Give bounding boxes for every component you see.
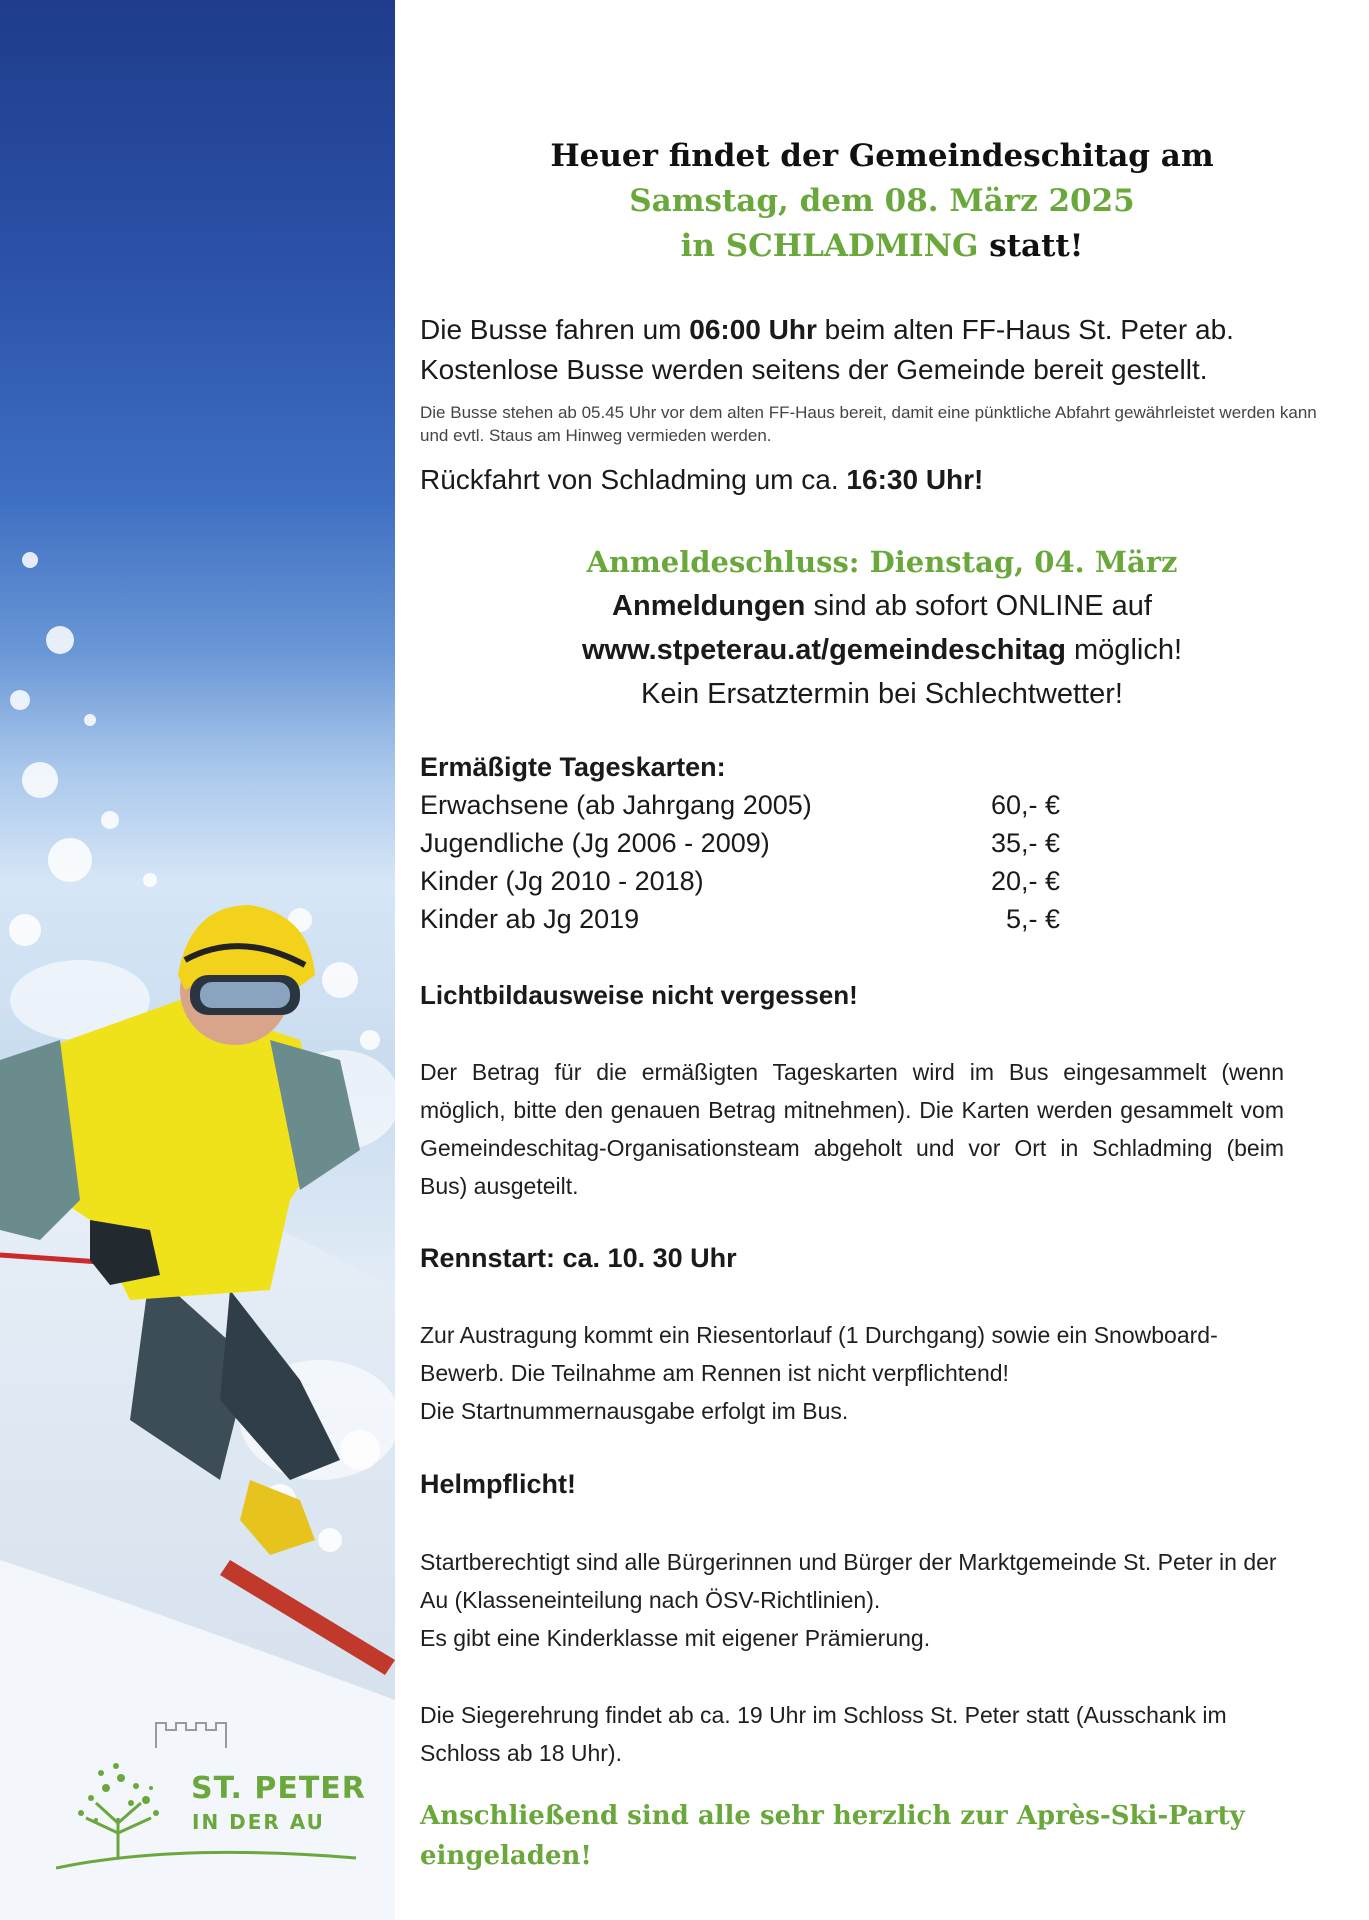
bus-departure bbox=[420, 310, 1340, 390]
return-time: 16:30 Uhr! bbox=[846, 464, 984, 495]
logo-text-line2: IN DER AU bbox=[192, 1810, 325, 1834]
race-info-line2: Die Startnummernausgabe erfolgt im Bus. bbox=[420, 1398, 849, 1424]
headline-statt: statt! bbox=[978, 228, 1084, 264]
price-value: 60,- € bbox=[990, 790, 1060, 820]
price-label: Kinder ab Jg 2019 bbox=[420, 904, 640, 934]
logo-text-line1: ST. PETER bbox=[191, 1771, 366, 1806]
helmet-required: Helmpflicht! bbox=[420, 1469, 577, 1499]
registration-possible: möglich! bbox=[1065, 634, 1183, 666]
id-reminder: Lichtbildausweise nicht vergessen! bbox=[420, 980, 858, 1010]
price-list bbox=[420, 748, 1060, 938]
bus-text-pre: Die Busse fahren um bbox=[420, 314, 690, 345]
price-value: 20,- € bbox=[990, 866, 1060, 896]
headline-line3 bbox=[395, 224, 1369, 269]
price-label: Erwachsene (ab Jahrgang 2005) bbox=[420, 790, 812, 820]
price-label: Kinder (Jg 2010 - 2018) bbox=[420, 866, 704, 896]
no-alternative-date: Kein Ersatztermin bei Schlechtwetter! bbox=[641, 678, 1123, 710]
skier-photo bbox=[0, 0, 395, 1920]
bus-text-post: beim alten FF-Haus St. Peter ab. bbox=[816, 314, 1234, 345]
headline-date: Samstag, dem 08. März 2025 bbox=[629, 183, 1135, 219]
price-label: Jugendliche (Jg 2006 - 2009) bbox=[420, 828, 770, 858]
price-value: 35,- € bbox=[990, 828, 1060, 858]
registration-deadline: Anmeldeschluss: Dienstag, 04. März bbox=[586, 545, 1178, 579]
headline bbox=[395, 134, 1369, 269]
payment-info: Der Betrag für die ermäßigten Tageskarten wird im Bus eingesammelt (wenn möglich, bitte den genauen Betrag mitnehmen). Die Karten werden gesammelt vom Gemeindeschitag-Organisationsteam abgeholt und vor Ort in Schladming (beim Bus) ausgeteilt. bbox=[420, 1059, 1284, 1199]
price-row bbox=[420, 786, 1060, 824]
party-invitation: Anschließend sind alle sehr herzlich zur Après-Ski-Party eingeladen! bbox=[420, 1801, 1245, 1871]
registration-url[interactable]: www.stpeterau.at/gemeindeschitag bbox=[581, 634, 1066, 666]
eligibility-line2: Es gibt eine Kinderklasse mit eigener Prämierung. bbox=[420, 1625, 931, 1651]
bus-time: 06:00 Uhr bbox=[689, 314, 817, 345]
return-text: Rückfahrt von Schladming um ca. bbox=[420, 464, 847, 495]
headline-line1: Heuer findet der Gemeindeschitag am bbox=[550, 138, 1214, 174]
return-trip bbox=[420, 460, 1340, 500]
race-start: Rennstart: ca. 10. 30 Uhr bbox=[420, 1243, 737, 1273]
bus-free-note: Kostenlose Busse werden seitens der Gemeinde bereit gestellt. bbox=[420, 354, 1208, 385]
registration bbox=[395, 540, 1369, 716]
price-list-title: Ermäßigte Tageskarten: bbox=[420, 752, 726, 782]
registration-bold: Anmeldungen bbox=[612, 590, 806, 622]
price-row bbox=[420, 900, 1060, 938]
bus-small-note: Die Busse stehen ab 05.45 Uhr vor dem alten FF-Haus bereit, damit eine pünktliche Abfahrt gewährleistet werden kann und evtl. Staus am Hinweg vermieden werden. bbox=[420, 403, 1317, 445]
ceremony-info: Die Siegerehrung findet ab ca. 19 Uhr im Schloss St. Peter statt (Ausschank im Schloss ab 18 Uhr). bbox=[420, 1702, 1227, 1766]
headline-location: in SCHLADMING bbox=[680, 228, 979, 264]
skier-illustration bbox=[0, 0, 395, 1920]
race-info-line1: Zur Austragung kommt ein Riesentorlauf (1 Durchgang) sowie ein Snowboard-Bewerb. Die Teilnahme am Rennen ist nicht verpflichtend! bbox=[420, 1322, 1218, 1386]
flyer-content bbox=[395, 0, 1369, 1920]
registration-text: sind ab sofort ONLINE auf bbox=[805, 590, 1152, 622]
price-row bbox=[420, 824, 1060, 862]
st-peter-logo bbox=[56, 1708, 366, 1878]
eligibility-line1: Startberechtigt sind alle Bürgerinnen und Bürger der Marktgemeinde St. Peter in der Au (Klasseneinteilung nach ÖSV-Richtlinien). bbox=[420, 1549, 1277, 1613]
eligibility-info bbox=[420, 1543, 1284, 1657]
price-value: 5,- € bbox=[1005, 904, 1060, 934]
price-row bbox=[420, 862, 1060, 900]
race-info bbox=[420, 1316, 1284, 1430]
